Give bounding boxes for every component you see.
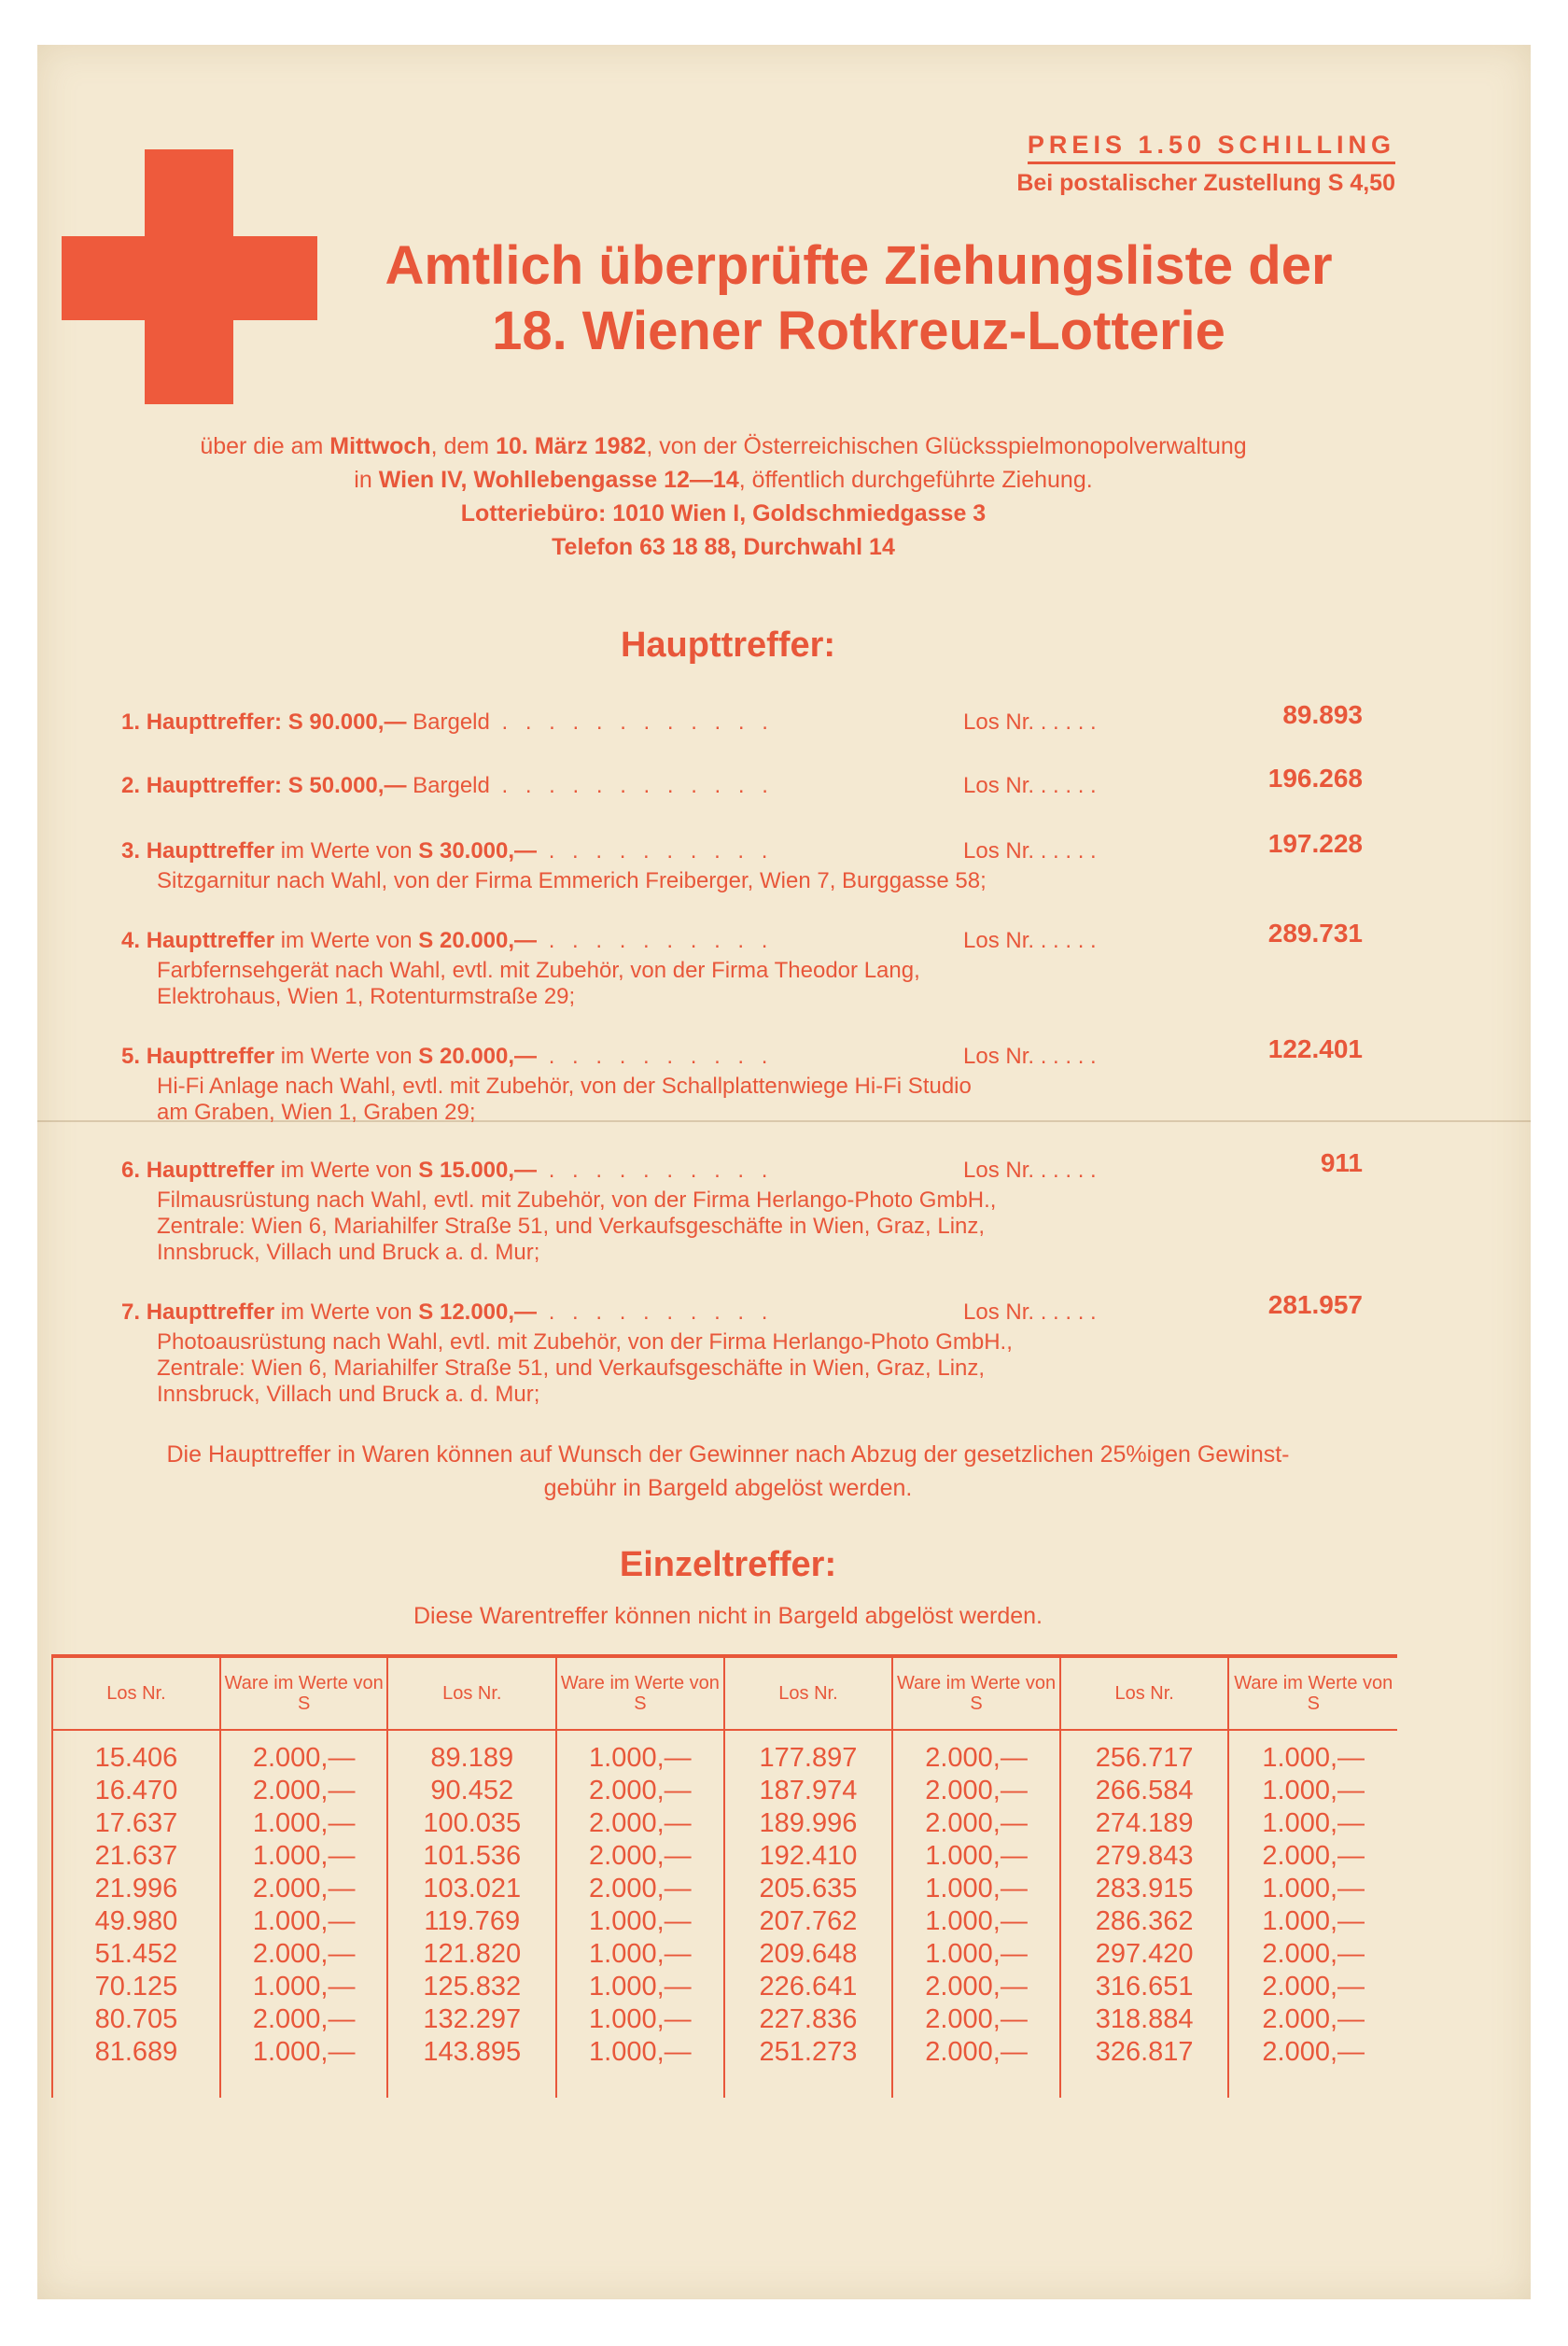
value-column — [556, 1730, 724, 2098]
prize-description: Innsbruck, Villach und Bruck a. d. Mur; — [157, 1382, 540, 1407]
prize-los-label: Los Nr. . . . . . — [963, 928, 1097, 953]
prize-heading — [121, 829, 1391, 868]
prize-title: Haupttreffer — [146, 1044, 275, 1069]
prize-value-cell: 2.000,— — [589, 1776, 692, 1805]
ticket-number-cell: 101.536 — [423, 1841, 522, 1871]
prize-value-cell: 1.000,— — [1262, 1874, 1365, 1903]
cash-note-line-2: gebühr in Bargeld abgelöst werden. — [543, 1475, 913, 1501]
column-header-los: Los Nr. — [387, 1656, 556, 1730]
table-row — [52, 1730, 1397, 2098]
prize-number: 4. — [121, 928, 147, 953]
prize-value-cell: 1.000,— — [1262, 1906, 1365, 1936]
ticket-number-cell: 318.884 — [1095, 2004, 1194, 2034]
main-prize-item — [121, 919, 1391, 1010]
prize-description: Innsbruck, Villach und Bruck a. d. Mur; — [157, 1240, 540, 1265]
ticket-number-cell: 103.021 — [423, 1874, 522, 1903]
ticket-number-cell: 274.189 — [1095, 1808, 1194, 1838]
intro-text-part: in — [354, 467, 379, 493]
prize-value-cell: 2.000,— — [252, 1874, 356, 1903]
prize-value-cell: 1.000,— — [925, 1841, 1028, 1871]
main-prizes-title: Haupttreffer: — [620, 625, 836, 665]
prize-value: S 15.000,— — [418, 1158, 538, 1183]
ticket-number-cell: 256.717 — [1095, 1743, 1194, 1773]
price-main: PREIS 1.50 SCHILLING — [1028, 131, 1395, 164]
prize-text: im Werte von — [274, 1158, 419, 1183]
lottery-office: Lotteriebüro: 1010 Wien I, Goldschmiedgasse 3 — [460, 500, 987, 527]
column-header-los: Los Nr. — [1060, 1656, 1229, 1730]
ticket-number-cell: 316.651 — [1095, 1972, 1194, 2002]
intro-line-4 — [56, 530, 1391, 564]
prize-description: Filmausrüstung nach Wahl, evtl. mit Zubehör, von der Firma Herlango-Photo GmbH., — [157, 1187, 997, 1213]
ticket-number-cell: 119.769 — [424, 1906, 521, 1936]
prize-ticket-number: 289.731 — [1267, 919, 1363, 948]
prize-title: Haupttreffer: S 50.000,— — [146, 773, 407, 798]
ticket-number-cell: 227.836 — [759, 2004, 858, 2034]
prize-title: Haupttreffer — [146, 1299, 275, 1325]
prize-value-cell: 2.000,— — [252, 1743, 356, 1773]
prize-value-cell: 2.000,— — [1262, 1939, 1365, 1969]
page-title — [317, 233, 1400, 364]
value-column — [220, 1730, 388, 2098]
ticket-number-cell: 15.406 — [94, 1743, 178, 1773]
prize-value-cell: 1.000,— — [925, 1939, 1028, 1969]
prize-description: Zentrale: Wien 6, Mariahilfer Straße 51, und Verkaufsgeschäfte in Wien, Graz, Linz, — [157, 1356, 986, 1381]
ticket-number-cell: 81.689 — [94, 2037, 178, 2067]
column-header-value: Ware im Werte von S — [556, 1656, 724, 1730]
ticket-number-cell: 226.641 — [759, 1972, 858, 2002]
prize-value-cell: 2.000,— — [925, 1776, 1028, 1805]
ticket-number-cell: 49.980 — [94, 1906, 178, 1936]
prize-heading — [121, 1034, 1391, 1074]
prize-value-cell: 1.000,— — [252, 1906, 356, 1936]
single-prizes-table — [51, 1654, 1397, 2098]
column-header-value: Ware im Werte von S — [892, 1656, 1060, 1730]
ticket-number-cell: 21.996 — [94, 1874, 178, 1903]
prize-value-cell: 2.000,— — [925, 2004, 1028, 2034]
title-line-1: Amtlich überprüfte Ziehungsliste der — [385, 235, 1333, 296]
cash-note-line-1: Die Haupttreffer in Waren können auf Wunsch der Gewinner nach Abzug der gesetzlichen 25%igen Gewinst- — [166, 1441, 1290, 1468]
main-prize-item — [121, 1290, 1391, 1408]
prize-text: im Werte von — [274, 1044, 419, 1069]
phone: Telefon 63 18 88, Durchwahl 14 — [552, 534, 895, 560]
ticket-number-cell: 192.410 — [759, 1841, 858, 1871]
prize-title: Haupttreffer — [146, 928, 275, 953]
main-prize-item — [121, 1148, 1391, 1266]
prize-text: Bargeld — [406, 709, 490, 735]
intro-text-part: , öffentlich durchgeführte Ziehung. — [738, 467, 1093, 493]
column-header-value: Ware im Werte von S — [220, 1656, 388, 1730]
ticket-number-cell: 326.817 — [1095, 2037, 1194, 2067]
prize-value-cell: 2.000,— — [1262, 2004, 1365, 2034]
prize-value-cell: 1.000,— — [252, 1808, 356, 1838]
prize-value-cell: 1.000,— — [589, 1743, 692, 1773]
prize-dots: . . . . . . . . . . — [537, 928, 774, 953]
prize-value-cell: 1.000,— — [589, 2004, 692, 2034]
prize-value-cell: 1.000,— — [589, 2037, 692, 2067]
prize-value-cell: 1.000,— — [589, 1939, 692, 1969]
prize-description: Elektrohaus, Wien 1, Rotenturmstraße 29; — [157, 984, 576, 1009]
prize-value-cell: 1.000,— — [589, 1906, 692, 1936]
prize-value-cell: 1.000,— — [1262, 1743, 1365, 1773]
prize-value-cell: 1.000,— — [1262, 1776, 1365, 1805]
column-header-los: Los Nr. — [52, 1656, 220, 1730]
ticket-number-cell: 100.035 — [423, 1808, 522, 1838]
prize-description: Hi-Fi Anlage nach Wahl, evtl. mit Zubehör, von der Schallplattenwiege Hi-Fi Studio — [157, 1074, 972, 1099]
prize-description: Zentrale: Wien 6, Mariahilfer Straße 51, und Verkaufsgeschäfte in Wien, Graz, Linz, — [157, 1214, 986, 1239]
prize-ticket-number: 197.228 — [1267, 829, 1363, 858]
intro-date: 10. März 1982 — [496, 433, 647, 459]
intro-line-1 — [56, 429, 1391, 463]
prize-heading — [121, 764, 1391, 803]
main-prize-item — [121, 1034, 1391, 1126]
prize-number: 7. — [121, 1299, 147, 1325]
prize-number: 6. — [121, 1158, 147, 1183]
value-column — [892, 1730, 1060, 2098]
prize-title: Haupttreffer — [146, 1158, 275, 1183]
ticket-number-cell: 89.189 — [430, 1743, 514, 1773]
prize-description: am Graben, Wien 1, Graben 29; — [157, 1100, 476, 1125]
ticket-number-cell: 266.584 — [1095, 1776, 1194, 1805]
value-column — [1228, 1730, 1397, 2098]
intro-weekday: Mittwoch — [329, 433, 431, 459]
prize-text: im Werte von — [274, 928, 419, 953]
intro-text-part: , dem — [430, 433, 497, 459]
ticket-number-cell: 189.996 — [759, 1808, 858, 1838]
prize-ticket-number: 281.957 — [1267, 1290, 1363, 1319]
ticket-number-cell: 177.897 — [759, 1743, 858, 1773]
prize-value-cell: 2.000,— — [589, 1808, 692, 1838]
ticket-number-cell: 205.635 — [759, 1874, 858, 1903]
prize-description: Photoausrüstung nach Wahl, evtl. mit Zubehör, von der Firma Herlango-Photo GmbH., — [157, 1329, 1013, 1355]
ticket-number-cell: 125.832 — [423, 1972, 522, 2002]
prize-value-cell: 2.000,— — [589, 1841, 692, 1871]
prize-ticket-number: 196.268 — [1267, 764, 1363, 793]
prize-value-cell: 1.000,— — [252, 1972, 356, 2002]
prize-dots: . . . . . . . . . . . . — [489, 709, 774, 735]
prize-heading — [121, 1148, 1391, 1187]
los-column — [52, 1730, 220, 2098]
prize-value-cell: 2.000,— — [589, 1874, 692, 1903]
prize-los-label: Los Nr. . . . . . — [963, 773, 1097, 798]
prize-heading — [121, 700, 1391, 739]
ticket-number-cell: 187.974 — [759, 1776, 858, 1805]
ticket-number-cell: 207.762 — [759, 1906, 858, 1936]
prize-title: Haupttreffer — [146, 838, 275, 864]
ticket-number-cell: 297.420 — [1095, 1939, 1194, 1969]
prize-los-label: Los Nr. . . . . . — [963, 709, 1097, 735]
cash-note — [75, 1438, 1381, 1505]
table-header-row — [52, 1656, 1397, 1730]
prize-value: S 30.000,— — [418, 838, 538, 864]
prize-dots: . . . . . . . . . . — [537, 1158, 774, 1183]
intro-line-2 — [56, 463, 1391, 497]
los-column — [724, 1730, 893, 2098]
main-prize-item — [121, 764, 1391, 803]
main-prize-item — [121, 829, 1391, 894]
intro-line-3 — [56, 497, 1391, 530]
prize-value-cell: 1.000,— — [252, 2037, 356, 2067]
ticket-number-cell: 279.843 — [1095, 1841, 1194, 1871]
prize-heading — [121, 1290, 1391, 1329]
los-column — [387, 1730, 556, 2098]
prize-value: S 12.000,— — [418, 1299, 538, 1325]
ticket-number-cell: 121.820 — [423, 1939, 522, 1969]
prize-value-cell: 2.000,— — [252, 1939, 356, 1969]
prize-dots: . . . . . . . . . . — [537, 1044, 774, 1069]
prize-los-label: Los Nr. . . . . . — [963, 1299, 1097, 1325]
intro-text-part: , von der Österreichischen Glücksspielmonopolverwaltung — [646, 433, 1247, 459]
ticket-number-cell: 51.452 — [94, 1939, 178, 1969]
prize-value-cell: 1.000,— — [252, 1841, 356, 1871]
ticket-number-cell: 21.637 — [94, 1841, 178, 1871]
intro-text-part: über die am — [200, 433, 330, 459]
prize-ticket-number: 89.893 — [1282, 700, 1363, 729]
prize-los-label: Los Nr. . . . . . — [963, 1158, 1097, 1183]
prize-dots: . . . . . . . . . . . . — [489, 773, 774, 798]
prize-ticket-number: 911 — [1320, 1148, 1363, 1177]
main-prize-item — [121, 700, 1391, 739]
prize-dots: . . . . . . . . . . — [537, 838, 774, 864]
prize-value-cell: 2.000,— — [925, 1972, 1028, 2002]
prize-number: 1. — [121, 709, 147, 735]
prize-value-cell: 1.000,— — [1262, 1808, 1365, 1838]
ticket-number-cell: 209.648 — [759, 1939, 858, 1969]
los-column — [1060, 1730, 1229, 2098]
column-header-value: Ware im Werte von S — [1228, 1656, 1397, 1730]
prize-text: im Werte von — [274, 1299, 419, 1325]
ticket-number-cell: 90.452 — [430, 1776, 514, 1805]
prize-los-label: Los Nr. . . . . . — [963, 838, 1097, 864]
ticket-number-cell: 16.470 — [94, 1776, 178, 1805]
prize-value-cell: 1.000,— — [925, 1874, 1028, 1903]
prize-value-cell: 2.000,— — [1262, 2037, 1365, 2067]
ticket-number-cell: 143.895 — [423, 2037, 522, 2067]
ticket-number-cell: 251.273 — [759, 2037, 858, 2067]
price-box — [835, 131, 1395, 197]
prize-title: Haupttreffer: S 90.000,— — [146, 709, 407, 735]
ticket-number-cell: 80.705 — [94, 2004, 178, 2034]
prize-los-label: Los Nr. . . . . . — [963, 1044, 1097, 1069]
prize-value-cell: 2.000,— — [925, 1808, 1028, 1838]
prize-value-cell: 1.000,— — [925, 1906, 1028, 1936]
prize-number: 2. — [121, 773, 147, 798]
prize-dots: . . . . . . . . . . — [537, 1299, 774, 1325]
prize-text: Bargeld — [406, 773, 490, 798]
prize-number: 5. — [121, 1044, 147, 1069]
column-header-los: Los Nr. — [724, 1656, 893, 1730]
prize-value-cell: 2.000,— — [1262, 1972, 1365, 2002]
prize-value-cell: 2.000,— — [925, 1743, 1028, 1773]
intro-address: Wien IV, Wohllebengasse 12—14 — [378, 467, 739, 493]
prize-value-cell: 1.000,— — [589, 1972, 692, 2002]
ticket-number-cell: 132.297 — [423, 2004, 522, 2034]
prize-value-cell: 2.000,— — [252, 2004, 356, 2034]
prize-description: Sitzgarnitur nach Wahl, von der Firma Emmerich Freiberger, Wien 7, Burggasse 58; — [157, 868, 987, 893]
single-prizes-title: Einzeltreffer: — [619, 1545, 837, 1584]
prize-value-cell: 2.000,— — [252, 1776, 356, 1805]
price-postal: Bei postalischer Zustellung S 4,50 — [1016, 170, 1395, 196]
ticket-number-cell: 286.362 — [1095, 1906, 1194, 1936]
ticket-number-cell: 70.125 — [94, 1972, 178, 2002]
prize-description: Farbfernsehgerät nach Wahl, evtl. mit Zubehör, von der Firma Theodor Lang, — [157, 958, 920, 983]
single-prizes-subtitle: Diese Warentreffer können nicht in Bargeld abgelöst werden. — [413, 1603, 1043, 1629]
title-line-2: 18. Wiener Rotkreuz-Lotterie — [492, 301, 1225, 361]
prize-value: S 20.000,— — [418, 1044, 538, 1069]
prize-ticket-number: 122.401 — [1267, 1034, 1363, 1063]
prize-number: 3. — [121, 838, 147, 864]
prize-text: im Werte von — [274, 838, 419, 864]
ticket-number-cell: 17.637 — [94, 1808, 178, 1838]
prize-heading — [121, 919, 1391, 958]
intro-text — [56, 429, 1391, 564]
prize-value: S 20.000,— — [418, 928, 538, 953]
red-cross-logo-horizontal — [62, 236, 317, 320]
ticket-number-cell: 283.915 — [1095, 1874, 1194, 1903]
prize-value-cell: 2.000,— — [1262, 1841, 1365, 1871]
prize-value-cell: 2.000,— — [925, 2037, 1028, 2067]
